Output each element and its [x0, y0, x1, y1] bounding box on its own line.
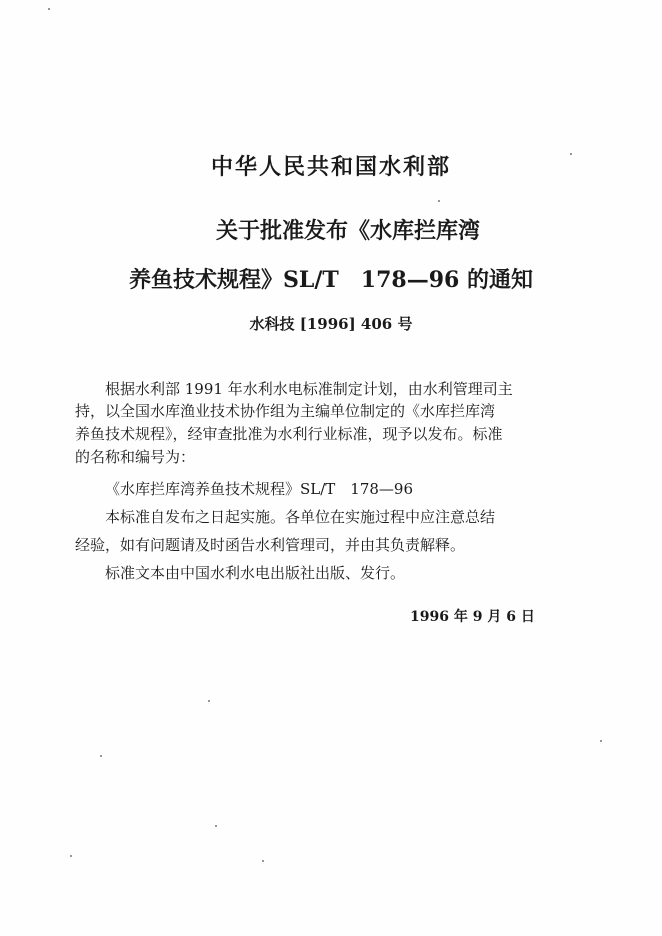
document-number: 水科技 [1996] 406 号: [249, 315, 413, 333]
body-line: 经验，如有问题请及时函告水利管理司，并由其负责解释。: [75, 536, 466, 554]
scan-speck: [438, 200, 440, 202]
scan-speck: [570, 153, 572, 155]
body-line: 根据水利部 1991 年水利水电标准制定计划，由水利管理司主: [105, 380, 513, 398]
body-line: 的名称和编号为：: [75, 448, 196, 466]
scan-speck: [70, 855, 72, 857]
scan-speck: [600, 740, 602, 742]
body-line: 养鱼技术规程》，经审查批准为水利行业标准，现予以发布。标准: [75, 425, 503, 443]
issuing-authority: 中华人民共和国水利部: [210, 154, 451, 180]
notice-title-line-2: 养鱼技术规程》SL/T 178—96 的通知: [129, 267, 533, 293]
scan-speck: [100, 755, 102, 757]
body-line: 标准文本由中国水利水电出版社出版、发行。: [105, 564, 406, 582]
body-line: 本标准自发布之日起实施。各单位在实施过程中应注意总结: [105, 508, 496, 526]
scan-speck: [208, 700, 210, 702]
issue-date: 1996 年 9 月 6 日: [410, 609, 535, 625]
scan-speck: [262, 860, 264, 862]
notice-title-line-1: 关于批准发布《水库拦库湾: [215, 218, 480, 244]
body-line: 持，以全国水库渔业技术协作组为主编单位制定的《水库拦库湾: [75, 402, 496, 420]
standard-name-line: 《水库拦库湾养鱼技术规程》SL/T 178—96: [105, 480, 414, 498]
scan-speck: [215, 825, 217, 827]
scan-speck: [48, 8, 50, 10]
